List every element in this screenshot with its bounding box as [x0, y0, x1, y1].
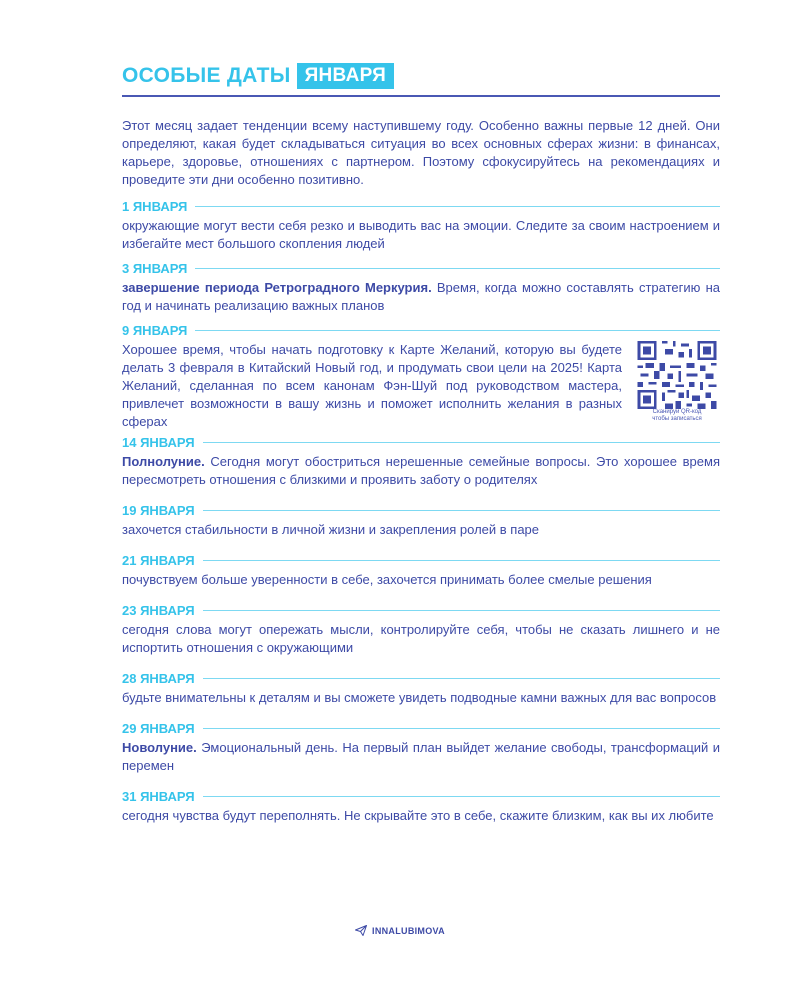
entry-jan-29	[122, 721, 720, 775]
entry-jan-1	[122, 199, 720, 253]
page	[122, 58, 720, 825]
entry-jan-19	[122, 503, 720, 539]
entry-highlight: завершение периода Ретроградного Меркурия.	[122, 280, 432, 295]
date-divider	[203, 796, 720, 797]
entry-highlight: Новолуние.	[122, 740, 197, 755]
qr-caption: Сканируй QR-код чтобы записаться	[652, 409, 702, 422]
date-divider	[195, 330, 720, 331]
entry-date: 28 ЯНВАРЯ	[122, 671, 195, 686]
date-divider	[195, 268, 720, 269]
intro-paragraph: Этот месяц задает тенденции всему наступившему году. Особенно важны первые 12 дней. Они определяют, какая будет складываться ситуация во всех основных сферах жизни: в финансах, карьере, здоровье, отношениях с партнером. Поэтому сфокусируйтесь на рекомендациях и проведите эти дни особенно позитивно.	[122, 118, 720, 187]
entry-text: почувствуем больше уверенности в себе, захочется принимать более смелые решения	[122, 572, 652, 587]
entry-jan-9	[122, 323, 720, 431]
entry-text: Хорошее время, чтобы начать подготовку к Карте Желаний, которую вы будете делать 3 февраля в Китайский Новый год, и продумать свои цели на 2025! Карта Желаний, сделанная по всем канонам Фэн-Шуй под руководством мастера, привлечет возможности в вашу жизнь и поможет исполнить желания в разных сферах	[122, 342, 622, 429]
date-divider	[203, 678, 720, 679]
page-title	[122, 58, 720, 94]
date-divider	[203, 610, 720, 611]
brand-name: INNALUBIMOVA	[372, 925, 445, 936]
date-divider	[203, 728, 720, 729]
date-divider	[203, 560, 720, 561]
title-month-badge: ЯНВАРЯ	[297, 63, 395, 89]
paper-plane-icon	[355, 925, 367, 936]
entry-text: Полнолуние. Сегодня могут обостриться нерешенные семейные вопросы. Это хорошее время пересмотреть отношения с близкими и проявить заботу о родителях	[122, 454, 720, 487]
entry-jan-14	[122, 435, 720, 489]
date-divider	[195, 206, 720, 207]
entry-text: сегодня слова могут опережать мысли, контролируйте себя, чтобы не сказать лишнего и не испортить отношения с окружающими	[122, 622, 720, 655]
entry-text: Новолуние. Эмоциональный день. На первый план выйдет желание свободы, трансформаций и перемен	[122, 740, 720, 773]
qr-block	[634, 341, 720, 431]
entry-text: сегодня чувства будут переполнять. Не скрывайте это в себе, скажите близким, как вы их любите	[122, 808, 714, 823]
entry-date: 1 ЯНВАРЯ	[122, 199, 188, 214]
entry-date: 3 ЯНВАРЯ	[122, 261, 188, 276]
entry-date: 21 ЯНВАРЯ	[122, 553, 195, 568]
title-divider	[122, 95, 720, 97]
entry-date: 23 ЯНВАРЯ	[122, 603, 195, 618]
entry-jan-3	[122, 261, 720, 315]
entry-date: 31 ЯНВАРЯ	[122, 789, 195, 804]
date-divider	[203, 442, 720, 443]
entry-jan-28	[122, 671, 720, 707]
entry-text: окружающие могут вести себя резко и выводить вас на эмоции. Следите за своим настроением и избегайте мест большого скопления людей	[122, 218, 720, 251]
entry-date: 19 ЯНВАРЯ	[122, 503, 195, 518]
entry-highlight: Полнолуние.	[122, 454, 205, 469]
entry-jan-21	[122, 553, 720, 589]
footer-brand	[0, 925, 800, 936]
entry-jan-23	[122, 603, 720, 657]
entry-text: завершение периода Ретроградного Меркурия. Время, когда можно составлять стратегию на год и начинать реализацию важных планов	[122, 280, 720, 313]
entry-text: будьте внимательны к деталям и вы сможете увидеть подводные камни важных для вас вопросов	[122, 690, 717, 705]
entry-date: 29 ЯНВАРЯ	[122, 721, 195, 736]
entry-date: 9 ЯНВАРЯ	[122, 323, 188, 338]
entry-date: 14 ЯНВАРЯ	[122, 435, 195, 450]
entry-jan-31	[122, 789, 720, 825]
date-divider	[203, 510, 720, 511]
entry-text: захочется стабильности в личной жизни и закрепления ролей в паре	[122, 522, 540, 537]
title-main: ОСОБЫЕ ДАТЫ	[122, 64, 291, 87]
qr-code-icon[interactable]	[637, 341, 717, 409]
